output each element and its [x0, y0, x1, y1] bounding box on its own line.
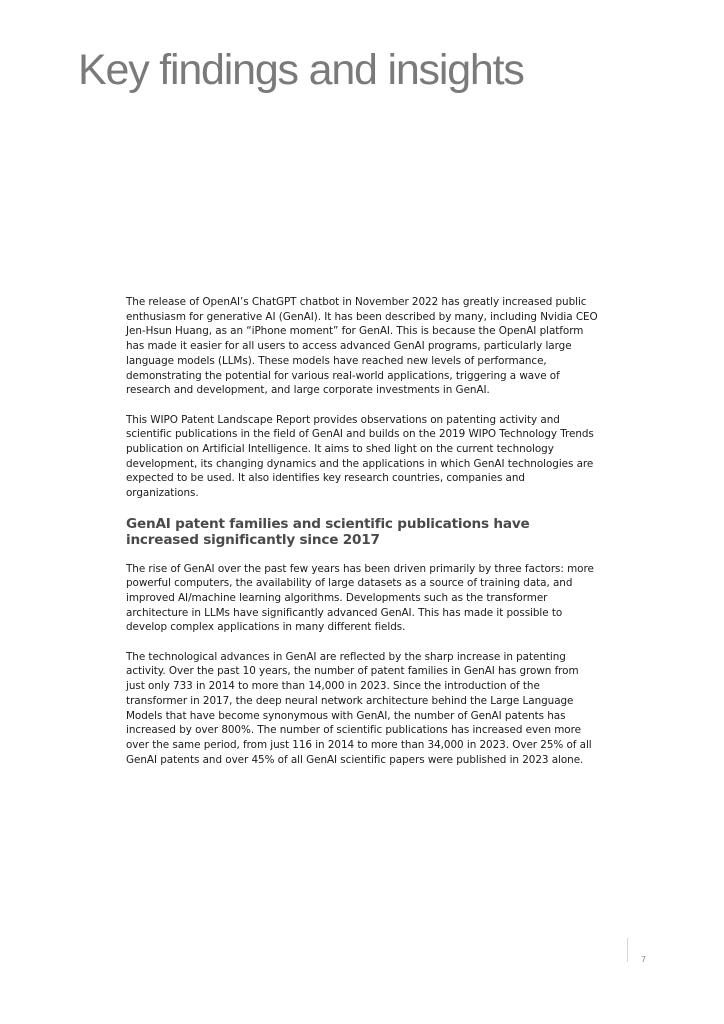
intro-paragraph-2: This WIPO Patent Landscape Report provides observations on patenting activity and scientific publications in the field of GenAI and builds on the 2019 WIPO Technology Trends publication on Artificial Intelligence. It aims to shed light on the current technology development, its changing dynamics and the applications in which GenAI technologies are expected to be used. It also identifies key research countries, companies and organizations. — [126, 413, 594, 500]
section-paragraph-2: The technological advances in GenAI are reflected by the sharp increase in patenting activity. Over the past 10 years, the number of patent families in GenAI has grown from just only 733 in 2014 to more than 14,000 in 2023. Since the introduction of the transformer in 2017, the deep neural network architecture behind the Large Language Models that have become synonymous with GenAI, the number of GenAI patents has increased by over 800%. The number of scientific publications has increased even more over the same period, from just 116 in 2014 to more than 34,000 in 2023. Over 25% of all GenAI patents and over 45% of all GenAI scientific papers were published in 2023 alone. — [126, 650, 592, 766]
page-title: Key findings and insights — [78, 46, 524, 94]
page-number: 7 — [641, 955, 647, 964]
intro-paragraph-1: The release of OpenAI’s ChatGPT chatbot in November 2022 has greatly increased public enthusiasm for generative AI (GenAI). It has been described by many, including Nvidia CEO Jen-Hsun Huang, as an “iPhone moment” for GenAI. This is because the OpenAI platform has made it easier for all users to access advanced GenAI programs, particularly large language models (LLMs). These models have reached new levels of performance, demonstrating the potential for various real-world applications, triggering a wave of research and development, and large corporate investments in GenAI. — [126, 296, 598, 397]
page-number-divider — [627, 938, 628, 962]
section-paragraph-1: The rise of GenAI over the past few years has been driven primarily by three factors: more powerful computers, the availability of large datasets as a source of training data, and improved AI/machine learning algorithms. Developments such as the transformer architecture in LLMs have significantly advanced GenAI. This has made it possible to develop complex applications in many different fields. — [126, 562, 594, 634]
main-content — [126, 295, 600, 782]
section-heading: GenAI patent families and scientific publications have increased significantly since 2017 — [126, 515, 530, 548]
